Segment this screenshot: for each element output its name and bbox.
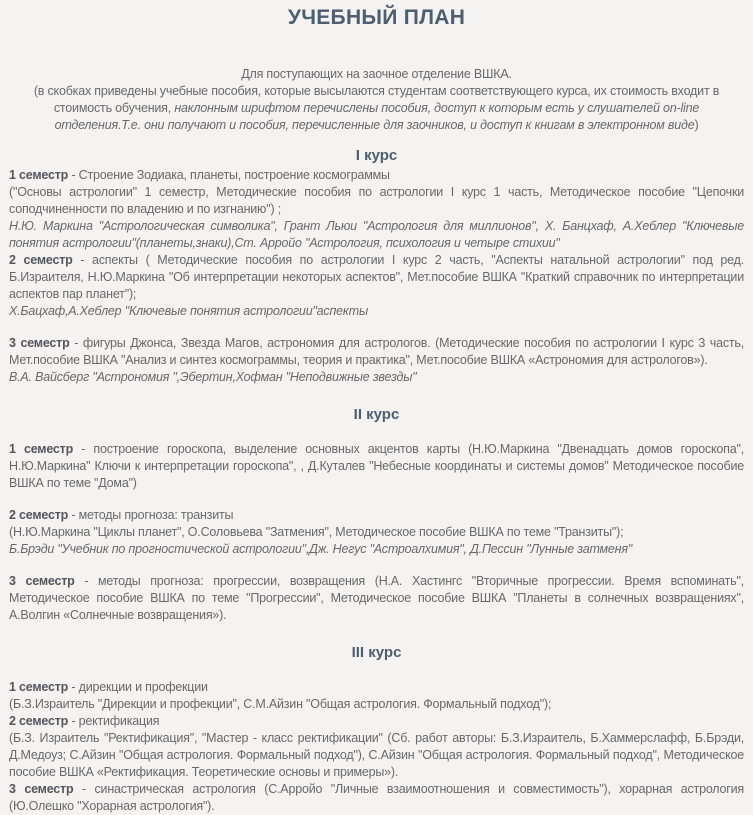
book-list-italic: Х.Бацхаф,А.Хеблер "Ключевые понятия астрологии"аспекты bbox=[9, 304, 368, 318]
intro-pre-italic: (в скобках приведены учебные пособия, которые высылаются студентам соответствующего курса, их стоимость входит в стоимость обучения, bbox=[33, 84, 720, 115]
paragraph bbox=[9, 573, 744, 624]
semester-label: 1 семестр bbox=[9, 680, 69, 694]
semester-label: 3 семестр bbox=[9, 574, 75, 588]
courses bbox=[9, 147, 744, 815]
course-heading: III курс bbox=[351, 644, 402, 661]
semester-label: 1 семестр bbox=[9, 442, 74, 456]
text-run: - синастрическая астрология (С.Арройо "Личные взаимоотношения и совместимость"), хорарная астрология (Ю.Олешко "Хорарная астрология"). bbox=[9, 782, 745, 813]
course-section bbox=[9, 406, 744, 624]
course-section bbox=[9, 644, 744, 815]
paragraph bbox=[9, 303, 744, 320]
semester-label: 3 семестр bbox=[9, 336, 70, 350]
book-list-italic: Б.Брэди "Учебник по прогностической астрологии",Дж. Негус "Астроалхимия", Д.Пессин "Лунные затменя" bbox=[9, 542, 633, 556]
paragraph bbox=[9, 541, 744, 558]
course-heading: I курс bbox=[355, 147, 398, 164]
paragraph bbox=[9, 167, 744, 184]
text-run: (Н.Ю.Маркина "Циклы планет", О.Соловьева "Затмения", Методическое пособие ВШКА по теме "Транзиты"); bbox=[9, 525, 624, 539]
text-run: (Б.З. Израитель "Ректификация", "Мастер - класс ректификации" (Сб. работ авторы: Б.З.Израитель, Б.Хаммерслафф, Б.Брэди, Д.Медоуз; С.Айзин "Общая астрология. Формальный подход"), С.Айзин "Общая астрология. Формальный подход", Методическое пособие ВШКА «Ректификация. Теоретические основы и примеры»). bbox=[9, 731, 744, 779]
intro-post-italic: ) bbox=[694, 118, 699, 132]
text-run: ("Основы астрологии" 1 семестр, Методические пособия по астрологии I курс 1 часть, Методическое пособие "Цепочки соподчиненности по владению и по изгнанию") ; bbox=[9, 185, 744, 216]
semester-label: 1 семестр bbox=[9, 168, 69, 182]
intro-line1: Для поступающих на заочное отделение ВШКА. bbox=[241, 67, 512, 81]
book-list-italic: Н.Ю. Маркина "Астрологическая символика", Грант Льюи "Астрология для миллионов", Х. Банцхаф, А.Хеблер "Ключевые понятия астрологии"(планеты,знаки),Ст. Арройо "Астрология, психология и четыре стихии" bbox=[9, 219, 744, 250]
paragraph bbox=[9, 335, 744, 369]
text-run: - построение гороскопа, выделение основных акцентов карты (Н.Ю.Маркина "Двенадцать домов гороскопа", Н.Ю.Маркина" Ключи к интерпретации гороскопа", , Д.Куталев "Небесные координаты и системы домов" Методическое пособие ВШКА по теме "Дома") bbox=[9, 442, 745, 490]
text-run: - методы прогноза: прогрессии, возвращения (Н.А. Хастингс "Вторичные прогрессии. Время вспоминать", Методическое пособие ВШКА по теме "Прогрессии", Методическое пособие ВШКА "Планеты в солнечных возвращениях", А.Волгин «Солнечные возвращения»). bbox=[9, 574, 745, 622]
text-run: - дирекции и профекции bbox=[68, 680, 208, 694]
paragraph bbox=[9, 524, 744, 541]
paragraph bbox=[9, 679, 744, 696]
course-heading: II курс bbox=[353, 406, 400, 423]
paragraph bbox=[9, 184, 744, 218]
paragraph bbox=[9, 696, 744, 713]
paragraph bbox=[9, 781, 744, 815]
text-run: - ректификация bbox=[68, 714, 160, 728]
page-title: УЧЕБНЫЙ ПЛАН bbox=[287, 6, 466, 29]
intro-paragraph bbox=[11, 66, 742, 134]
text-run: (Б.З.Израитель "Дирекции и профекции", С.М.Айзин "Общая астрология. Формальный подход"); bbox=[9, 697, 552, 711]
text-run: - фигуры Джонса, Звезда Магов, астрономия для астрологов. (Методические пособия по астрологии I курс 3 часть, Мет.пособие ВШКА "Анализ и синтез космограммы, теория и практика", Мет.пособие ВШКА «Астрономия для астрологов»). bbox=[9, 336, 744, 367]
paragraph bbox=[9, 713, 744, 730]
intro-italic-note: наклонным шрифтом перечислены пособия, доступ к которым есть у слушателей on-line отделения.Т.е. они получают и пособия, перечисленные для заочников, и доступ к книгам в электронном виде bbox=[54, 101, 700, 132]
text-run: - Строение Зодиака, планеты, построение космограммы bbox=[68, 168, 390, 182]
semester-label: 2 семестр bbox=[9, 508, 69, 522]
paragraph bbox=[9, 730, 744, 781]
paragraph bbox=[9, 252, 744, 303]
paragraph bbox=[9, 507, 744, 524]
semester-label: 2 семестр bbox=[9, 714, 69, 728]
paragraph bbox=[9, 441, 744, 492]
book-list-italic: В.А. Вайсберг "Астрономия ",Эбертин,Хофман "Неподвижные звезды" bbox=[9, 370, 417, 384]
paragraph bbox=[9, 218, 744, 252]
course-section bbox=[9, 147, 744, 386]
semester-label: 3 семестр bbox=[9, 782, 74, 796]
semester-label: 2 семестр bbox=[9, 253, 73, 267]
text-run: - аспекты ( Методические пособия по астрологии I курс 2 часть, "Аспекты натальной астрологии" под ред. Б.Израителя, Н.Ю.Маркина "Об интерпретации некоторых аспектов", Мет.пособие ВШКА "Краткий справочник по интерпретации аспектов пар планет"); bbox=[9, 253, 745, 301]
paragraph bbox=[9, 369, 744, 386]
text-run: - методы прогноза: транзиты bbox=[68, 508, 234, 522]
